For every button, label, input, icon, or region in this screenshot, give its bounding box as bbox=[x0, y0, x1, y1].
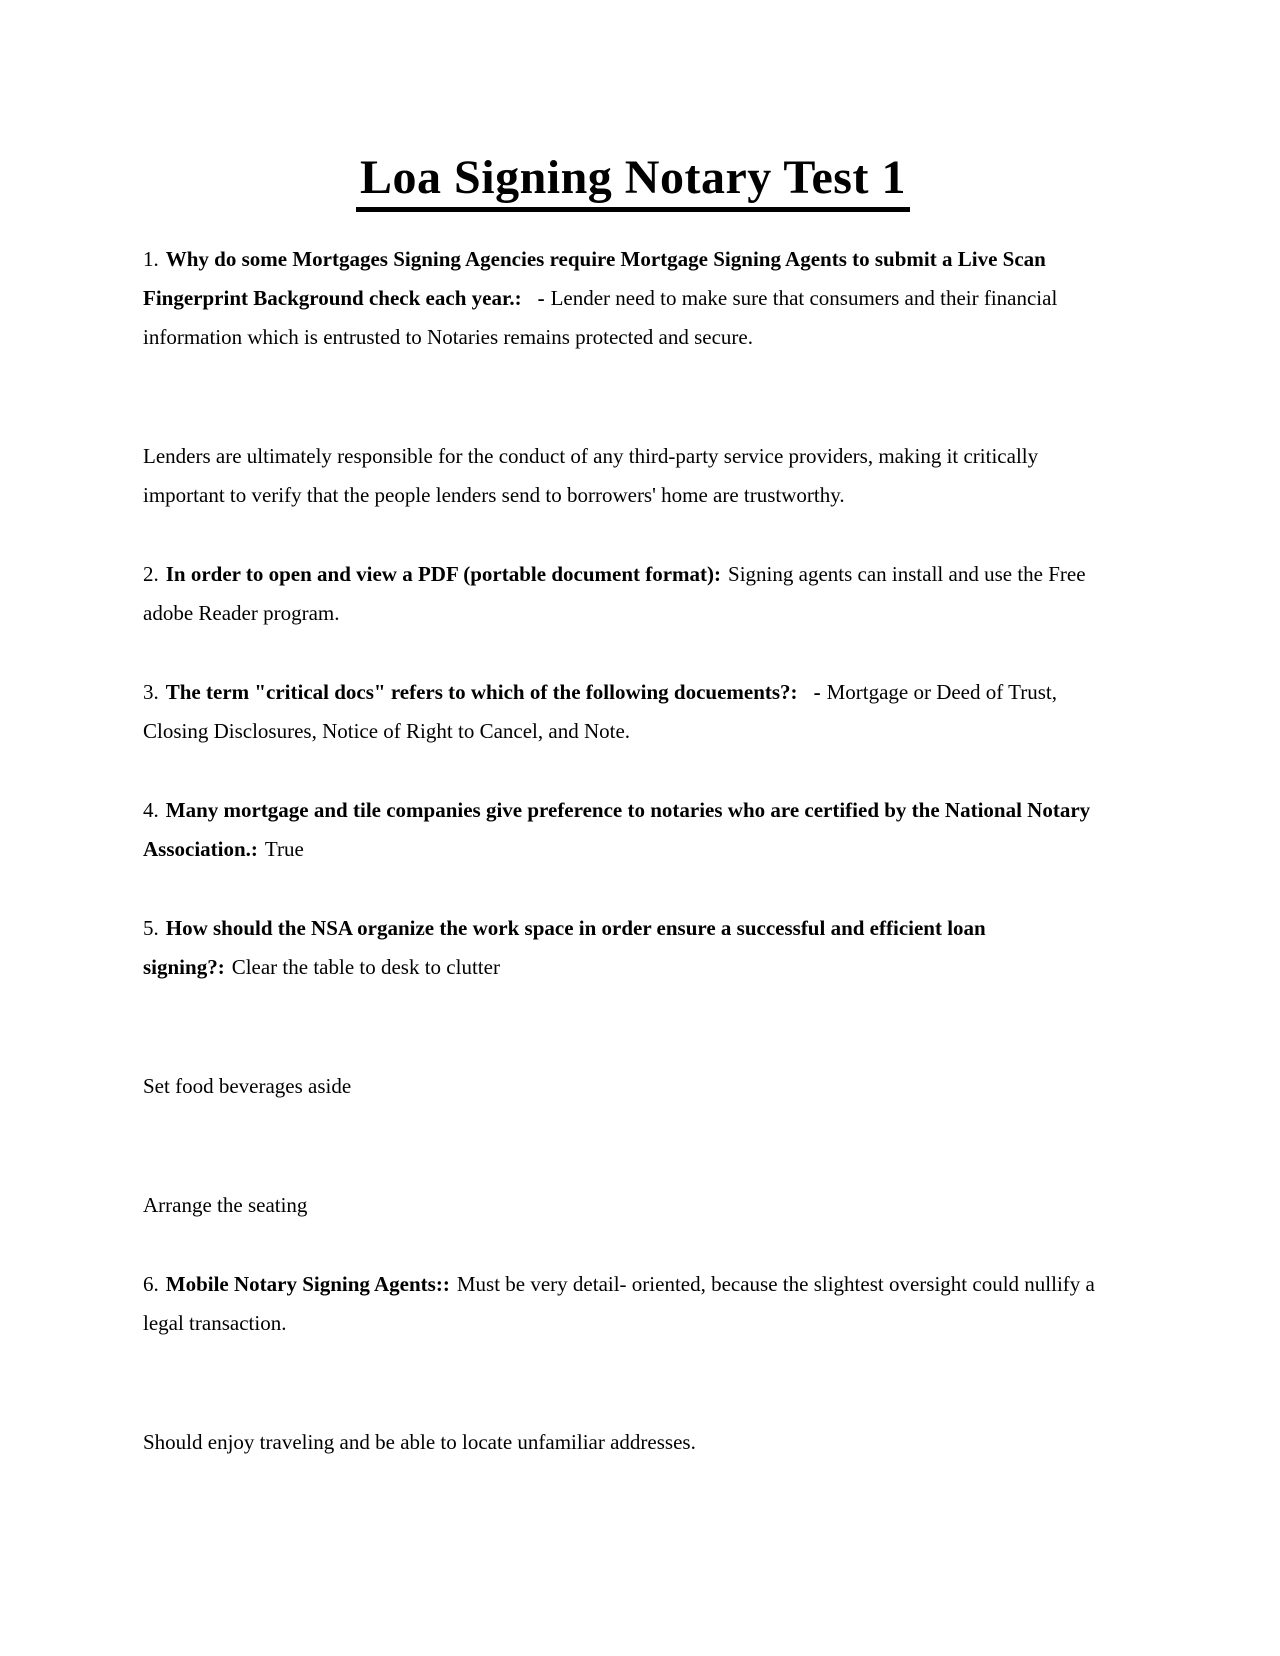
question-4-prompt: Many mortgage and tile companies give preference to notaries who are certified by the National Notary Association.: bbox=[143, 798, 1091, 861]
question-6-number: 6. bbox=[143, 1272, 159, 1296]
question-1-prompt: Why do some Mortgages Signing Agencies require Mortgage Signing Agents to submit a Live Scan Fingerprint Background check each year.: bbox=[143, 247, 1046, 310]
question-3-answer: Mortgage or Deed of Trust, Closing Disclosures, Notice of Right to Cancel, and Note. bbox=[143, 680, 1057, 743]
question-5-number: 5. bbox=[143, 916, 159, 940]
question-4 bbox=[143, 791, 1123, 869]
paragraph-text: Lenders are ultimately responsible for the conduct of any third-party service providers, making it critically important to verify that the people lenders send to borrowers' home are trustworthy. bbox=[143, 444, 1039, 507]
question-3-prompt: The term "critical docs" refers to which of the following docuements?: bbox=[165, 680, 798, 704]
question-3 bbox=[143, 673, 1123, 751]
paragraph-set-food-aside bbox=[143, 1067, 1123, 1106]
question-5-prompt: How should the NSA organize the work space in order ensure a successful and efficient loan signing?: bbox=[143, 916, 986, 979]
question-6-answer: Must be very detail- oriented, because the slightest oversight could nullify a legal transaction. bbox=[143, 1272, 1095, 1335]
question-1-number: 1. bbox=[143, 247, 159, 271]
paragraph-lenders-responsible bbox=[143, 437, 1123, 515]
title-container bbox=[143, 150, 1123, 212]
question-4-number: 4. bbox=[143, 798, 159, 822]
question-3-answer-dash: - bbox=[813, 680, 821, 704]
question-1-answer: Lender need to make sure that consumers and their financial information which is entrusted to Notaries remains protected and secure. bbox=[143, 286, 1058, 349]
paragraph-text: Arrange the seating bbox=[143, 1193, 308, 1217]
page-title: Loa Signing Notary Test 1 bbox=[356, 150, 910, 212]
paragraph-text: Set food beverages aside bbox=[143, 1074, 352, 1098]
paragraph-enjoy-traveling bbox=[143, 1423, 1123, 1462]
question-2-answer: Signing agents can install and use the Free adobe Reader program. bbox=[143, 562, 1086, 625]
question-5-answer: Clear the table to desk to clutter bbox=[231, 955, 500, 979]
question-1 bbox=[143, 240, 1123, 357]
question-2-number: 2. bbox=[143, 562, 159, 586]
question-5 bbox=[143, 909, 1123, 987]
question-6-prompt: Mobile Notary Signing Agents:: bbox=[165, 1272, 450, 1296]
question-1-answer-dash: - bbox=[537, 286, 545, 310]
question-3-number: 3. bbox=[143, 680, 159, 704]
question-4-answer: True bbox=[264, 837, 304, 861]
question-2 bbox=[143, 555, 1123, 633]
paragraph-text: Should enjoy traveling and be able to locate unfamiliar addresses. bbox=[143, 1430, 696, 1454]
question-6 bbox=[143, 1265, 1123, 1343]
paragraph-arrange-seating bbox=[143, 1186, 1123, 1225]
question-2-prompt: In order to open and view a PDF (portable document format): bbox=[165, 562, 722, 586]
